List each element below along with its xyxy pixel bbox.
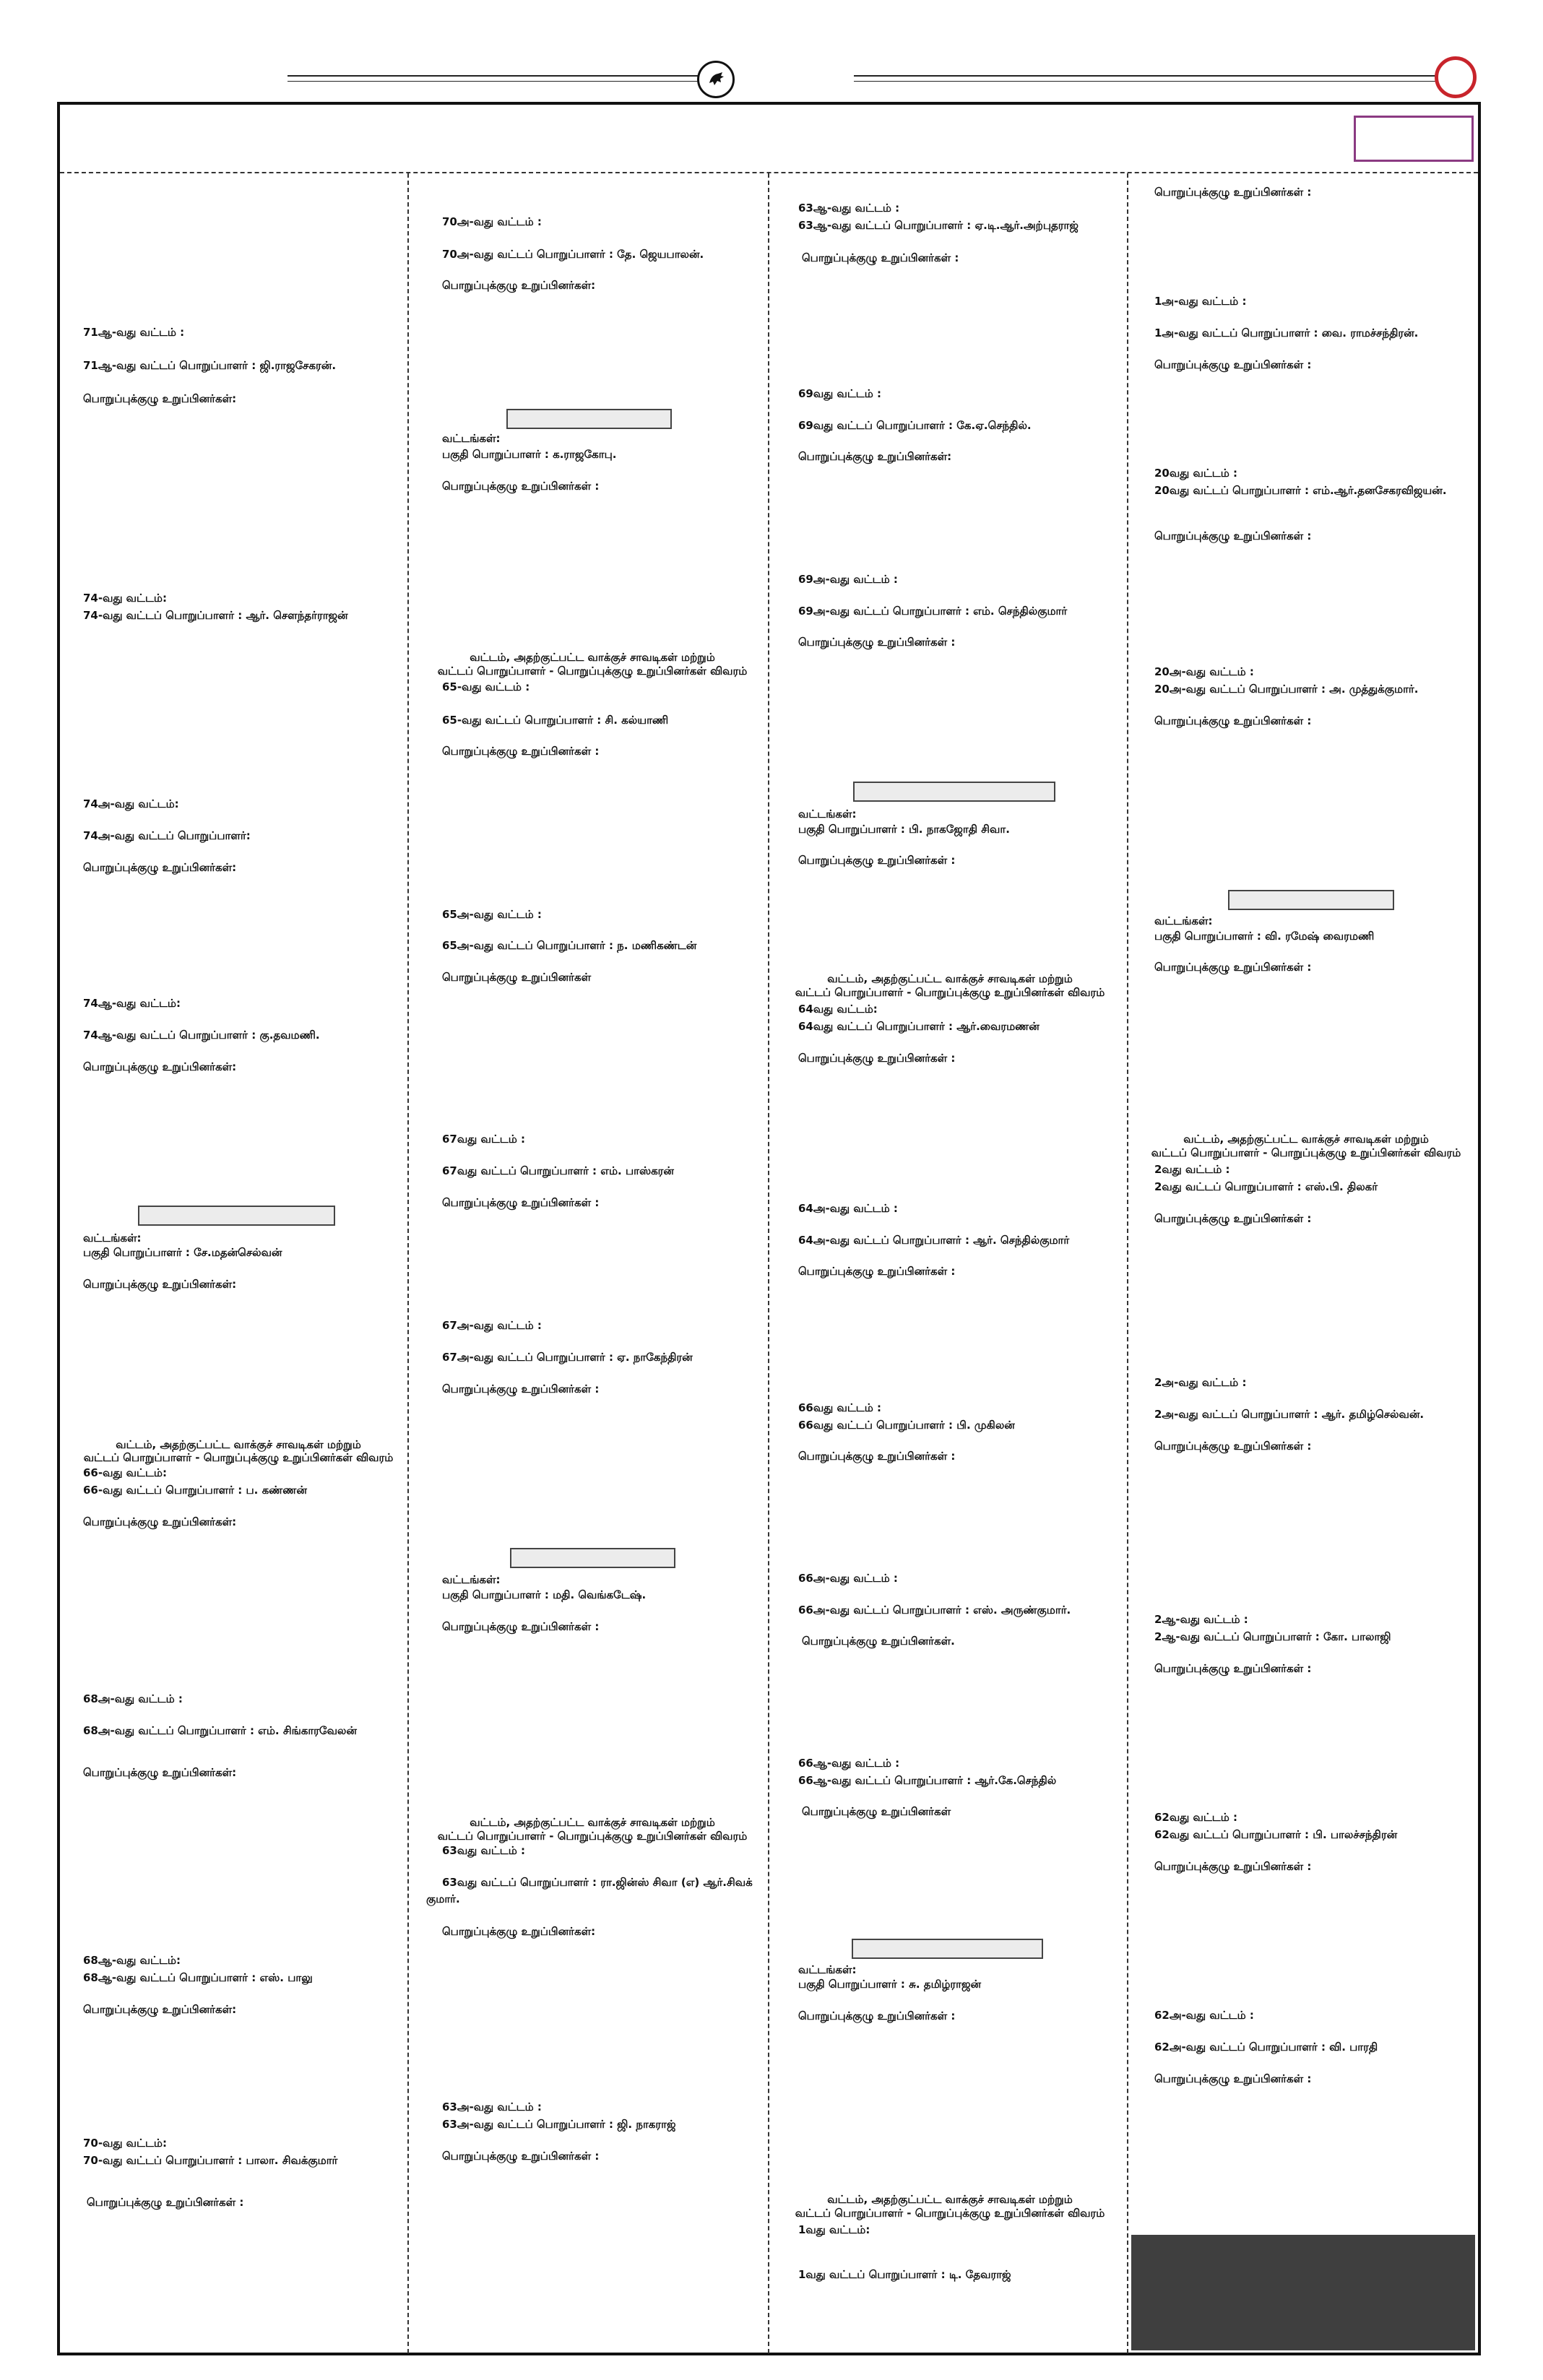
- ward-in-charge: 66ஆ-வது வட்டப் பொறுப்பாளர் : ஆர்.கே.செந்தில்: [798, 1774, 1057, 1787]
- ward-heading: 70-வது வட்டம்:: [83, 2137, 167, 2150]
- ward-in-charge: 66-வது வட்டப் பொறுப்பாளர் : ப. கண்ணன்: [83, 1484, 307, 1497]
- ward-heading: 74அ-வது வட்டம்:: [83, 797, 179, 810]
- ward-in-charge: 20அ-வது வட்டப் பொறுப்பாளர் : அ. முத்துக்குமார்.: [1154, 683, 1419, 696]
- area-in-charge: பகுதி பொறுப்பாளர் : சே.மதன்செல்வன்: [83, 1246, 282, 1259]
- committee-members-label: பொறுப்புக்குழு உறுப்பினர்கள்:: [83, 861, 237, 874]
- column-divider: [407, 173, 409, 2353]
- ward-in-charge: 74ஆ-வது வட்டப் பொறுப்பாளர் : கு.தவமணி.: [83, 1029, 320, 1042]
- ward-in-charge: 68ஆ-வது வட்டப் பொறுப்பாளர் : எஸ். பாலு: [83, 1971, 313, 1984]
- column-divider: [768, 173, 769, 2353]
- ward-heading: 68ஆ-வது வட்டம்:: [83, 1954, 181, 1967]
- section-caption: வட்டப் பொறுப்பாளர் - பொறுப்புக்குழு உறுப்பினர்கள் விவரம்: [437, 665, 748, 678]
- redacted-box: [506, 409, 672, 429]
- ward-heading: 2ஆ-வது வட்டம் :: [1154, 1613, 1248, 1626]
- ward-in-charge: 20வது வட்டப் பொறுப்பாளர் : எம்.ஆர்.தனசேகரவிஜயன்.: [1154, 484, 1447, 497]
- ward-heading: 67அ-வது வட்டம் :: [442, 1319, 542, 1332]
- ward-heading: 69வது வட்டம் :: [798, 387, 881, 400]
- wards-label: வட்டங்கள்:: [798, 1963, 857, 1976]
- ward-heading: 66ஆ-வது வட்டம் :: [798, 1757, 900, 1770]
- section-caption: வட்டம், அதற்குட்பட்ட வாக்குச் சாவடிகள் மற்றும்: [827, 2193, 1073, 2206]
- committee-members-label: பொறுப்புக்குழு உறுப்பினர்கள்:: [83, 392, 237, 405]
- ward-in-charge: 62வது வட்டப் பொறுப்பாளர் : பி. பாலச்சந்திரன்: [1154, 1828, 1398, 1841]
- committee-members-label: பொறுப்புக்குழு உறுப்பினர்கள் :: [442, 480, 600, 493]
- ward-heading: 68அ-வது வட்டம் :: [83, 1692, 183, 1705]
- committee-members-label: பொறுப்புக்குழு உறுப்பினர்கள் :: [442, 1620, 600, 1633]
- committee-members-label: பொறுப்புக்குழு உறுப்பினர்கள்: [442, 971, 592, 984]
- committee-members-label: பொறுப்புக்குழு உறுப்பினர்கள் :: [802, 251, 959, 264]
- redacted-box: [852, 1939, 1043, 1959]
- wards-label: வட்டங்கள்:: [1154, 914, 1213, 927]
- redacted-box: [1228, 890, 1394, 910]
- ward-heading: 74ஆ-வது வட்டம்:: [83, 997, 181, 1010]
- redacted-box: [138, 1206, 335, 1226]
- committee-members-label: பொறுப்புக்குழு உறுப்பினர்கள் :: [1154, 1212, 1312, 1225]
- ward-heading: 63ஆ-வது வட்டம் :: [798, 202, 900, 215]
- ward-in-charge: 63அ-வது வட்டப் பொறுப்பாளர் : ஜி. நாகராஜ்: [442, 2118, 676, 2131]
- ward-in-charge: 2வது வட்டப் பொறுப்பாளர் : எஸ்.பி. திலகர்: [1154, 1180, 1378, 1193]
- ward-in-charge: 68அ-வது வட்டப் பொறுப்பாளர் : எம். சிங்காரவேலன்: [83, 1724, 357, 1737]
- ward-heading: 20அ-வது வட்டம் :: [1154, 665, 1254, 678]
- wards-label: வட்டங்கள்:: [798, 808, 857, 821]
- committee-members-label: பொறுப்புக்குழு உறுப்பினர்கள்:: [798, 450, 952, 463]
- ward-in-charge: 63ஆ-வது வட்டப் பொறுப்பாளர் : ஏ.டி.ஆர்.அற்புதராஜ்: [798, 219, 1079, 232]
- wards-label: வட்டங்கள்:: [442, 432, 501, 445]
- wards-label: வட்டங்கள்:: [83, 1232, 142, 1245]
- committee-members-label: பொறுப்புக்குழு உறுப்பினர்கள் :: [798, 854, 956, 867]
- ward-in-charge: 74-வது வட்டப் பொறுப்பாளர் : ஆர். சௌந்தர்ராஜன்: [83, 609, 348, 622]
- ward-heading: 69அ-வது வட்டம் :: [798, 573, 898, 586]
- ward-in-charge: 65அ-வது வட்டப் பொறுப்பாளர் : ந. மணிகண்டன்: [442, 939, 697, 952]
- header-rule: [288, 81, 698, 82]
- committee-members-label: பொறுப்புக்குழு உறுப்பினர்கள் :: [442, 745, 600, 758]
- committee-members-label: பொறுப்புக்குழு உறுப்பினர்கள்:: [83, 1278, 237, 1291]
- committee-members-label: பொறுப்புக்குழு உறுப்பினர்கள் :: [1154, 714, 1312, 727]
- committee-members-label: பொறுப்புக்குழு உறுப்பினர்கள் :: [798, 1450, 956, 1463]
- section-caption: வட்டம், அதற்குட்பட்ட வாக்குச் சாவடிகள் மற்றும்: [827, 972, 1073, 985]
- ward-in-charge: 64வது வட்டப் பொறுப்பாளர் : ஆர்.வைரமணன்: [798, 1020, 1040, 1033]
- ward-heading: 2அ-வது வட்டம் :: [1154, 1376, 1247, 1389]
- ward-heading: 66வது வட்டம் :: [798, 1401, 881, 1414]
- committee-members-label: பொறுப்புக்குழு உறுப்பினர்கள் :: [798, 1052, 956, 1065]
- section-caption: வட்டப் பொறுப்பாளர் - பொறுப்புக்குழு உறுப்பினர்கள் விவரம்: [795, 2207, 1105, 2220]
- committee-members-label: பொறுப்புக்குழு உறுப்பினர்கள் :: [798, 1265, 956, 1278]
- committee-members-label: பொறுப்புக்குழு உறுப்பினர்கள் :: [1154, 2072, 1312, 2085]
- ward-heading: 66-வது வட்டம்:: [83, 1466, 167, 1479]
- section-caption: வட்டப் பொறுப்பாளர் - பொறுப்புக்குழு உறுப்பினர்கள் விவரம்: [795, 986, 1105, 999]
- ward-in-charge: 62அ-வது வட்டப் பொறுப்பாளர் : வி. பாரதி: [1154, 2041, 1378, 2054]
- ward-in-charge: 1வது வட்டப் பொறுப்பாளர் : டி. தேவராஜ்: [798, 2268, 1011, 2281]
- committee-members-label: பொறுப்புக்குழு உறுப்பினர்கள்:: [83, 1515, 237, 1528]
- ward-heading: 63வது வட்டம் :: [442, 1844, 525, 1857]
- header-rule: [854, 81, 1439, 82]
- committee-members-label: பொறுப்புக்குழு உறுப்பினர்கள் :: [1154, 529, 1312, 542]
- section-caption: வட்டம், அதற்குட்பட்ட வாக்குச் சாவடிகள் மற்றும்: [470, 1816, 715, 1829]
- ward-in-charge-cont: குமார்.: [426, 1892, 460, 1905]
- committee-members-label: பொறுப்புக்குழு உறுப்பினர்கள்:: [442, 279, 596, 292]
- ward-heading: 1அ-வது வட்டம் :: [1154, 295, 1247, 308]
- committee-members-label: பொறுப்புக்குழு உறுப்பினர்கள் :: [1154, 358, 1312, 371]
- party-emblem-icon: [697, 61, 735, 98]
- committee-members-label: பொறுப்புக்குழு உறுப்பினர்கள் :: [1154, 1860, 1312, 1873]
- ward-in-charge: 63வது வட்டப் பொறுப்பாளர் : ரா.ஜின்ஸ் சிவா (எ) ஆர்.சிவக்: [442, 1876, 753, 1889]
- committee-members-label: பொறுப்புக்குழு உறுப்பினர்கள்:: [83, 1766, 237, 1779]
- committee-members-label: பொறுப்புக்குழு உறுப்பினர்கள்: [802, 1805, 951, 1818]
- area-in-charge: பகுதி பொறுப்பாளர் : சு. தமிழ்ராஜன்: [798, 1978, 982, 1991]
- committee-members-label: பொறுப்புக்குழு உறுப்பினர்கள் :: [1154, 1440, 1312, 1453]
- ward-heading: 62அ-வது வட்டம் :: [1154, 2009, 1254, 2022]
- ward-in-charge: 67அ-வது வட்டப் பொறுப்பாளர் : ஏ. நாகேந்திரன்: [442, 1351, 693, 1364]
- header-rule: [288, 75, 698, 77]
- ward-in-charge: 69வது வட்டப் பொறுப்பாளர் : கே.ஏ.செந்தில்.: [798, 419, 1032, 432]
- section-caption: வட்டம், அதற்குட்பட்ட வாக்குச் சாவடிகள் மற்றும்: [1183, 1133, 1429, 1146]
- committee-members-label: பொறுப்புக்குழு உறுப்பினர்கள் :: [1154, 186, 1312, 199]
- ward-heading: 64அ-வது வட்டம் :: [798, 1202, 898, 1215]
- ward-in-charge: 65-வது வட்டப் பொறுப்பாளர் : சி. கல்யாணி: [442, 714, 669, 727]
- ward-in-charge: 64அ-வது வட்டப் பொறுப்பாளர் : ஆர். செந்தில்குமார்: [798, 1234, 1070, 1247]
- ward-in-charge: 74அ-வது வட்டப் பொறுப்பாளர்:: [83, 829, 251, 842]
- section-caption: வட்டம், அதற்குட்பட்ட வாக்குச் சாவடிகள் மற்றும்: [470, 651, 715, 664]
- ward-heading: 71ஆ-வது வட்டம் :: [83, 326, 185, 339]
- ward-heading: 66அ-வது வட்டம் :: [798, 1572, 898, 1585]
- ward-in-charge: 66அ-வது வட்டப் பொறுப்பாளர் : எஸ். அருண்குமார்.: [798, 1604, 1071, 1617]
- ward-in-charge: 1அ-வது வட்டப் பொறுப்பாளர் : வை. ராமச்சந்திரன்.: [1154, 326, 1419, 339]
- ward-heading: 20வது வட்டம் :: [1154, 467, 1237, 480]
- column-divider: [1127, 173, 1128, 2353]
- ward-heading: 62வது வட்டம் :: [1154, 1811, 1237, 1824]
- committee-members-label: பொறுப்புக்குழு உறுப்பினர்கள்.: [802, 1635, 955, 1648]
- section-caption: வட்டப் பொறுப்பாளர் - பொறுப்புக்குழு உறுப்பினர்கள் விவரம்: [437, 1830, 748, 1843]
- header-rule: [854, 75, 1439, 77]
- ward-heading: 64வது வட்டம்:: [798, 1003, 878, 1016]
- redacted-box: [853, 782, 1055, 802]
- ward-heading: 70அ-வது வட்டம் :: [442, 215, 542, 228]
- ward-in-charge: 2அ-வது வட்டப் பொறுப்பாளர் : ஆர். தமிழ்செல்வன்.: [1154, 1408, 1425, 1421]
- committee-members-label: பொறுப்புக்குழு உறுப்பினர்கள் :: [442, 1382, 600, 1395]
- ward-heading: 65அ-வது வட்டம் :: [442, 908, 542, 921]
- area-in-charge: பகுதி பொறுப்பாளர் : பி. நாகஜோதி சிவா.: [798, 823, 1010, 836]
- committee-members-label: பொறுப்புக்குழு உறுப்பினர்கள் :: [442, 2150, 600, 2163]
- header-label-box: [1354, 116, 1474, 162]
- section-caption: வட்டப் பொறுப்பாளர் - பொறுப்புக்குழு உறுப்பினர்கள் விவரம்: [1151, 1146, 1461, 1159]
- ward-heading: 63அ-வது வட்டம் :: [442, 2100, 542, 2113]
- section-caption: வட்டம், அதற்குட்பட்ட வாக்குச் சாவடிகள் மற்றும்: [116, 1438, 361, 1451]
- section-caption: வட்டப் பொறுப்பாளர் - பொறுப்புக்குழு உறுப்பினர்கள் விவரம்: [83, 1451, 394, 1464]
- ward-heading: 65-வது வட்டம் :: [442, 680, 530, 693]
- committee-members-label: பொறுப்புக்குழு உறுப்பினர்கள் :: [798, 2009, 956, 2022]
- area-in-charge: பகுதி பொறுப்பாளர் : மதி. வெங்கடேஷ்.: [442, 1588, 647, 1601]
- committee-members-label: பொறுப்புக்குழு உறுப்பினர்கள் :: [1154, 1662, 1312, 1675]
- committee-members-label: பொறுப்புக்குழு உறுப்பினர்கள் :: [1154, 961, 1312, 974]
- ward-in-charge: 69அ-வது வட்டப் பொறுப்பாளர் : எம். செந்தில்குமார்: [798, 605, 1068, 618]
- redacted-box: [510, 1548, 675, 1568]
- ward-in-charge: 67வது வட்டப் பொறுப்பாளர் : எம். பாஸ்கரன்: [442, 1164, 674, 1177]
- committee-members-label: பொறுப்புக்குழு உறுப்பினர்கள் :: [87, 2196, 244, 2209]
- ward-heading: 1வது வட்டம்:: [798, 2223, 870, 2236]
- area-in-charge: பகுதி பொறுப்பாளர் : க.ராஜகோபு.: [442, 448, 617, 461]
- committee-members-label: பொறுப்புக்குழு உறுப்பினர்கள் :: [442, 1196, 600, 1209]
- ward-heading: 67வது வட்டம் :: [442, 1133, 525, 1146]
- ward-heading: 2வது வட்டம் :: [1154, 1163, 1230, 1176]
- ward-in-charge: 70அ-வது வட்டப் பொறுப்பாளர் : தே. ஜெயபாலன்.: [442, 248, 704, 261]
- area-in-charge: பகுதி பொறுப்பாளர் : வி. ரமேஷ் வைரமணி: [1154, 930, 1375, 943]
- ward-in-charge: 2ஆ-வது வட்டப் பொறுப்பாளர் : கோ. பாலாஜி: [1154, 1630, 1391, 1643]
- committee-members-label: பொறுப்புக்குழு உறுப்பினர்கள் :: [798, 636, 956, 649]
- ward-in-charge: 70-வது வட்டப் பொறுப்பாளர் : பாலா. சிவக்குமார்: [83, 2154, 338, 2167]
- committee-members-label: பொறுப்புக்குழு உறுப்பினர்கள்:: [83, 1060, 237, 1073]
- ward-in-charge: 71ஆ-வது வட்டப் பொறுப்பாளர் : ஜி.ராஜசேகரன்.: [83, 359, 337, 372]
- committee-members-label: பொறுப்புக்குழு உறுப்பினர்கள்:: [83, 2003, 237, 2016]
- wards-label: வட்டங்கள்:: [442, 1573, 501, 1586]
- ward-heading: 74-வது வட்டம்:: [83, 592, 167, 605]
- committee-members-label: பொறுப்புக்குழு உறுப்பினர்கள்:: [442, 1925, 596, 1938]
- ward-in-charge: 66வது வட்டப் பொறுப்பாளர் : பி. முகிலன்: [798, 1419, 1015, 1432]
- footer-block: [1131, 2235, 1475, 2350]
- header-circle-icon: [1435, 56, 1477, 98]
